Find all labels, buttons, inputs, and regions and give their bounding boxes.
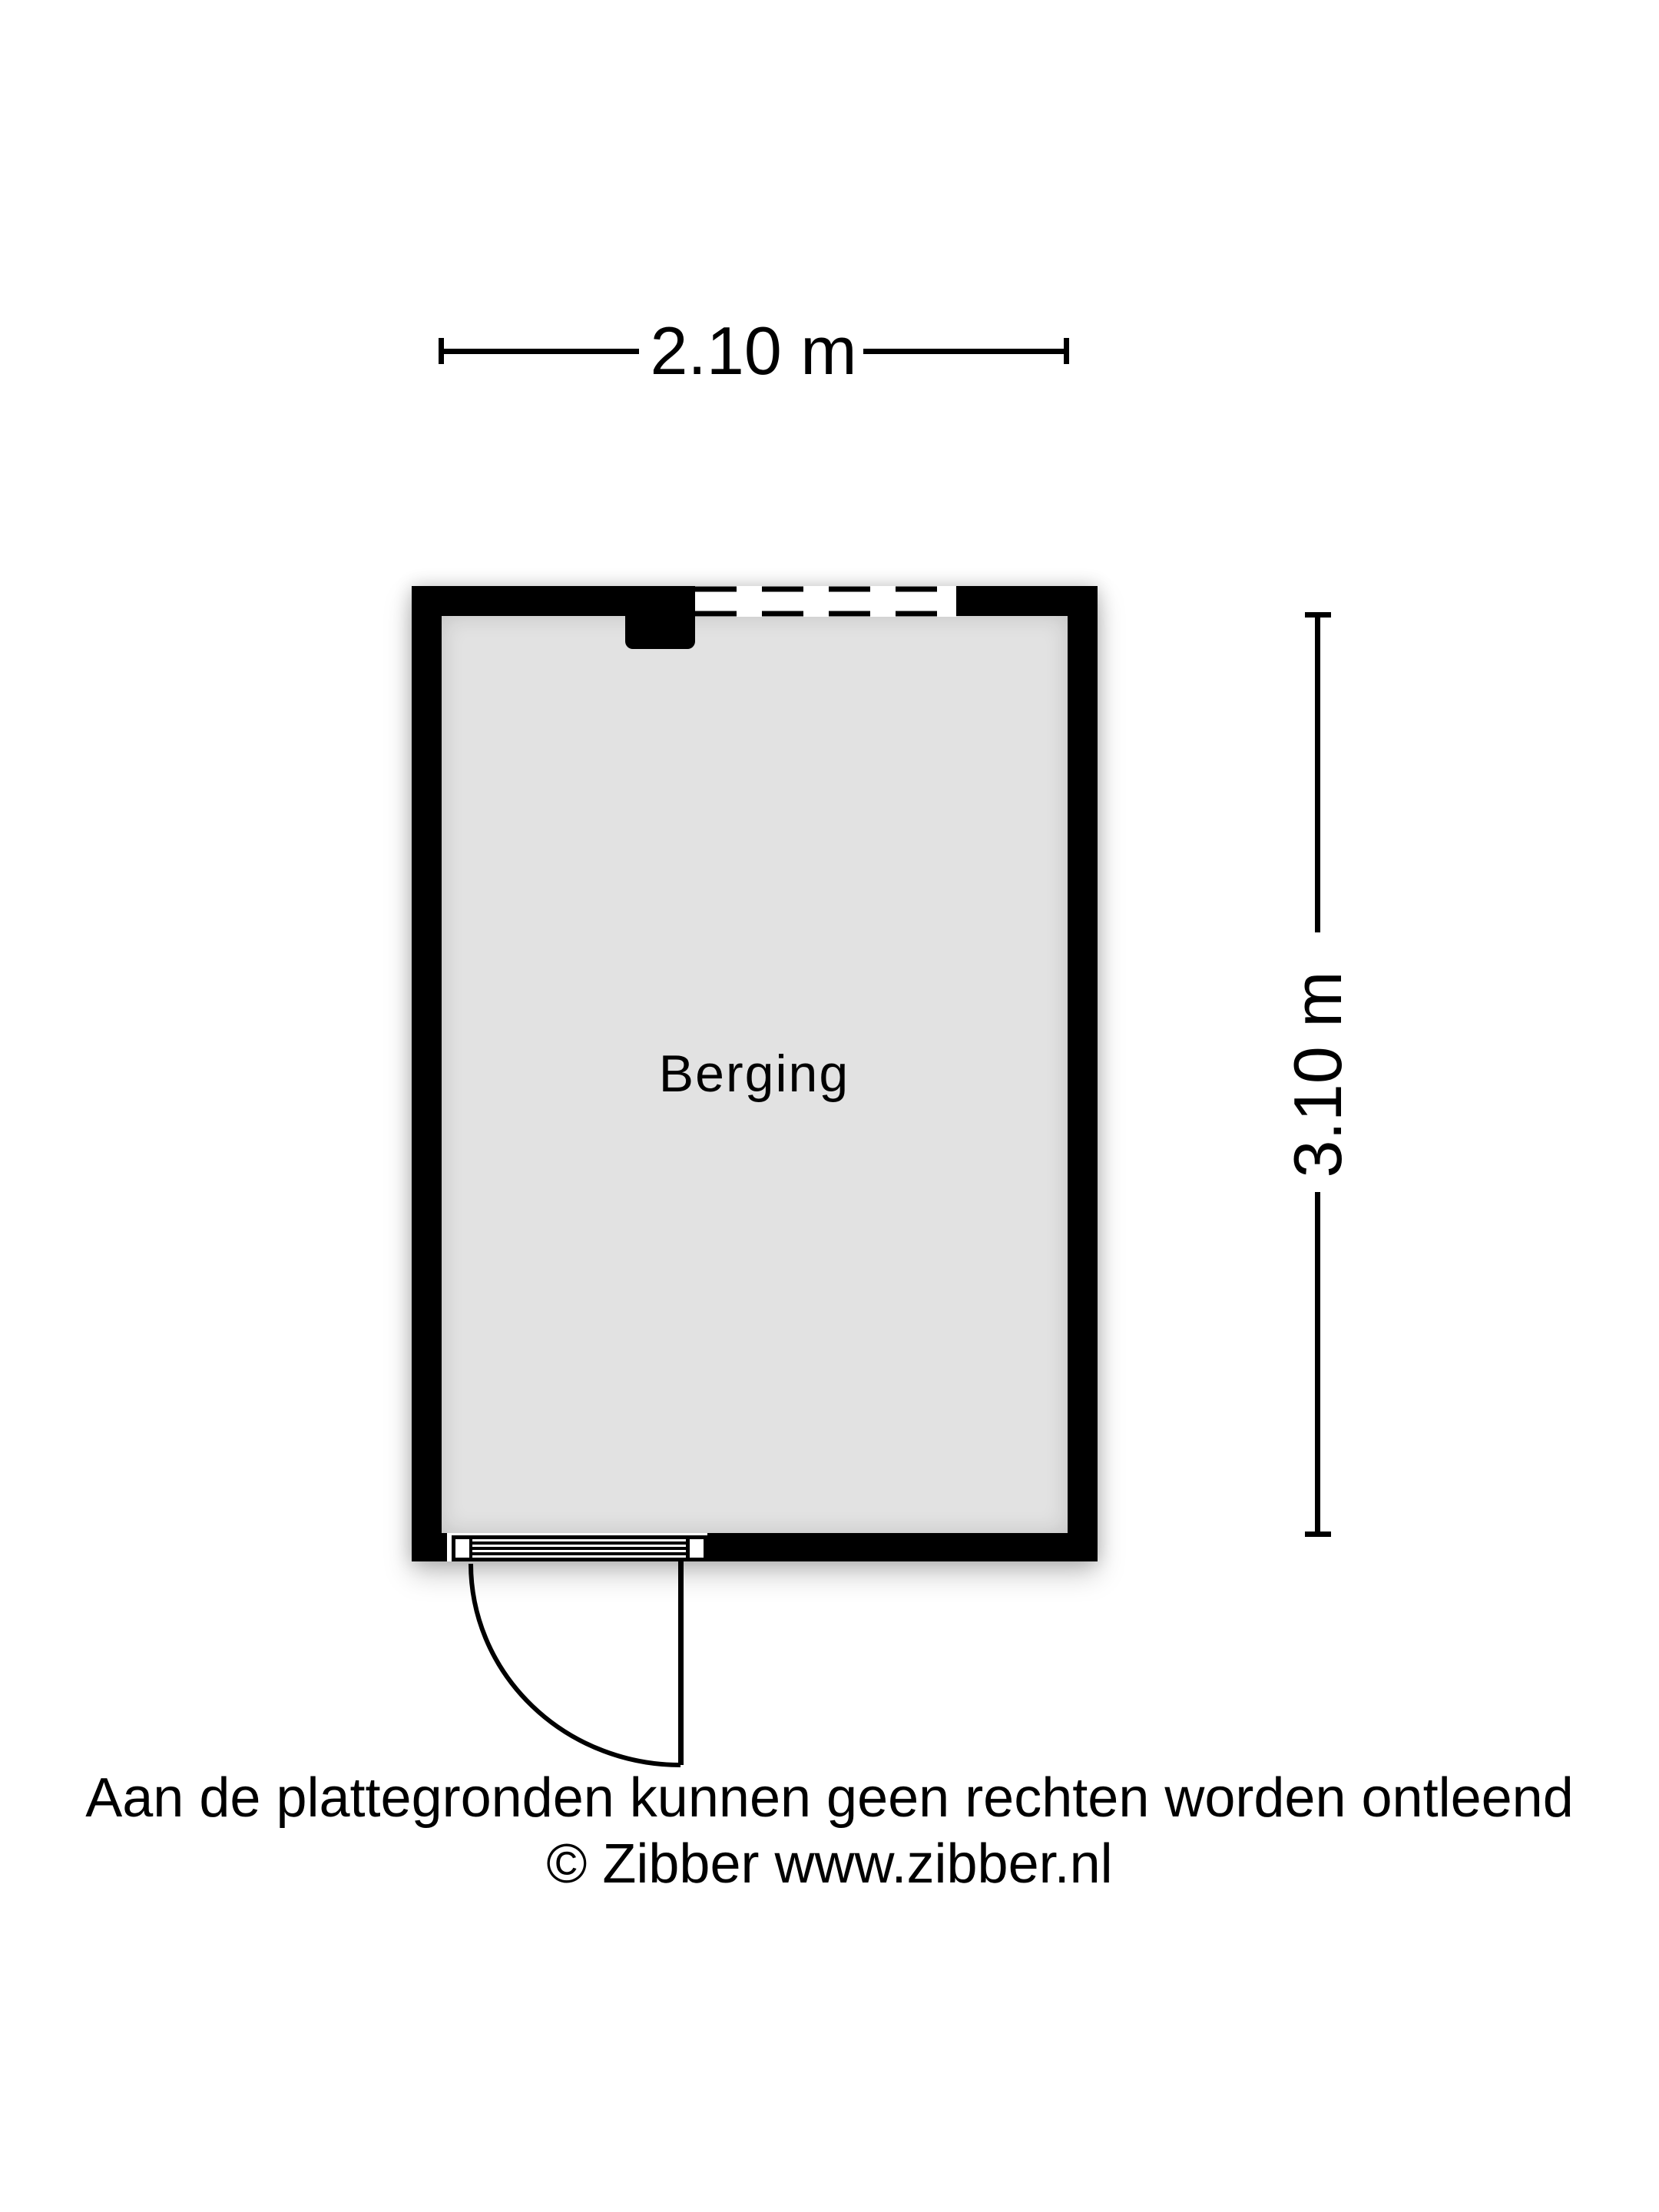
dimension-width-tick-right [1064,338,1069,364]
copyright-text: © Zibber www.zibber.nl [546,1833,1113,1895]
dimension-height-tick-bottom [1305,1532,1331,1537]
dimension-height-line-bottom [1315,1192,1320,1535]
threshold-line [472,1547,686,1550]
door-swing-arc [471,1564,680,1765]
window [695,586,956,617]
disclaimer-text: Aan de plattegronden kunnen geen rechten worden ontleend [85,1767,1574,1829]
threshold-line [472,1541,686,1545]
door-post-left [452,1535,473,1561]
dimension-width-line-left [441,349,639,354]
dimension-height-label: 3.10 m [1280,971,1356,1178]
footer [0,1765,1659,1897]
dimension-width-label: 2.10 m [650,313,857,389]
dimension-width-line-right [863,349,1066,354]
dimension-height-line-top [1315,614,1320,932]
door-leaf [678,1561,684,1765]
door-post-right [686,1535,707,1561]
door-threshold [472,1535,686,1561]
room-label: Berging [658,1045,850,1103]
threshold-line [472,1552,686,1555]
wall-pier [625,586,695,649]
